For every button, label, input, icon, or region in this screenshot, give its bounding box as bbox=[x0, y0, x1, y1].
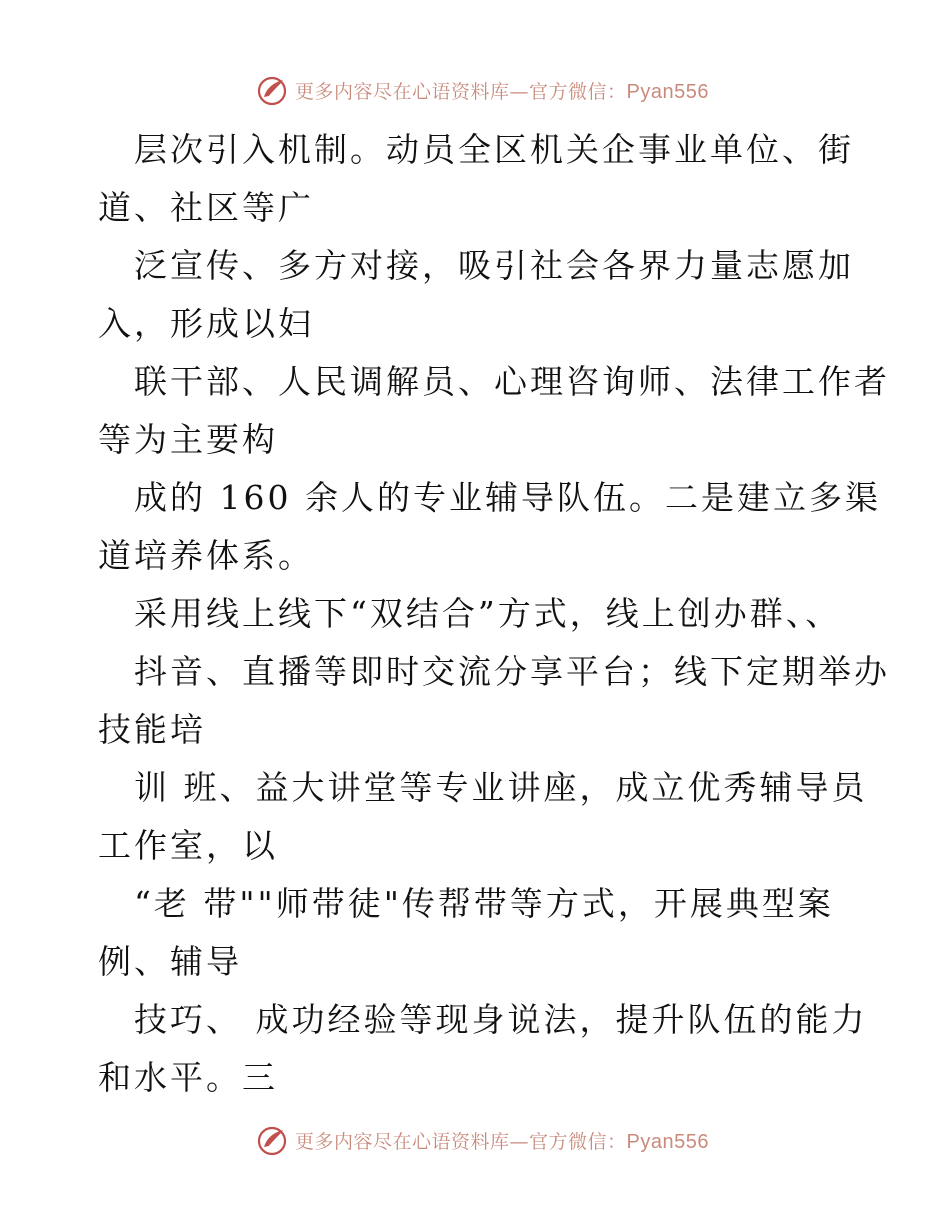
text-line: 和水平。三 bbox=[98, 1058, 278, 1097]
text-line: 等为主要构 bbox=[98, 420, 278, 459]
text-line: 道、社区等广 bbox=[98, 188, 314, 227]
header-watermark bbox=[0, 73, 950, 107]
text-line: 技巧、 成功经验等现身说法，提升队伍的能力 bbox=[134, 1000, 868, 1039]
watermark-wechat-id: Pyan556 bbox=[626, 1130, 709, 1153]
flame-leaf-logo-icon bbox=[255, 1123, 289, 1157]
text-line: “老 带""师带徒"传帮带等方式，开展典型案 bbox=[134, 884, 834, 923]
footer-watermark bbox=[0, 1123, 950, 1157]
text-line: 联干部、人民调解员、心理咨询师、法律工作者 bbox=[134, 362, 890, 401]
text-line: 抖音、直播等即时交流分享平台；线下定期举办 bbox=[134, 652, 890, 691]
text-line: 工作室，以 bbox=[98, 826, 278, 865]
text-line: 入，形成以妇 bbox=[98, 304, 314, 343]
watermark-content bbox=[255, 73, 709, 107]
watermark-content bbox=[255, 1123, 709, 1157]
text-line: 道培养体系。 bbox=[98, 536, 314, 575]
text-line: 泛宣传、多方对接，吸引社会各界力量志愿加 bbox=[134, 246, 854, 285]
text-line: 技能培 bbox=[98, 710, 206, 749]
text-line: 层次引入机制。动员全区机关企事业单位、街 bbox=[134, 130, 854, 169]
body-text bbox=[98, 121, 890, 1107]
text-line: 例、辅导 bbox=[98, 942, 242, 981]
flame-leaf-logo-icon bbox=[255, 73, 289, 107]
text-line: 采用线上线下“双结合”方式，线上创办群、、 bbox=[134, 594, 842, 633]
text-line: 成的 160 余人的专业辅导队伍。二是建立多渠 bbox=[134, 478, 881, 517]
watermark-wechat-id: Pyan556 bbox=[626, 80, 709, 103]
watermark-label: 更多内容尽在心语资料库—官方微信：Pyan556 bbox=[295, 80, 709, 103]
watermark-label: 更多内容尽在心语资料库—官方微信：Pyan556 bbox=[295, 1130, 709, 1153]
text-line: 训 班、益大讲堂等专业讲座，成立优秀辅导员 bbox=[134, 768, 868, 807]
